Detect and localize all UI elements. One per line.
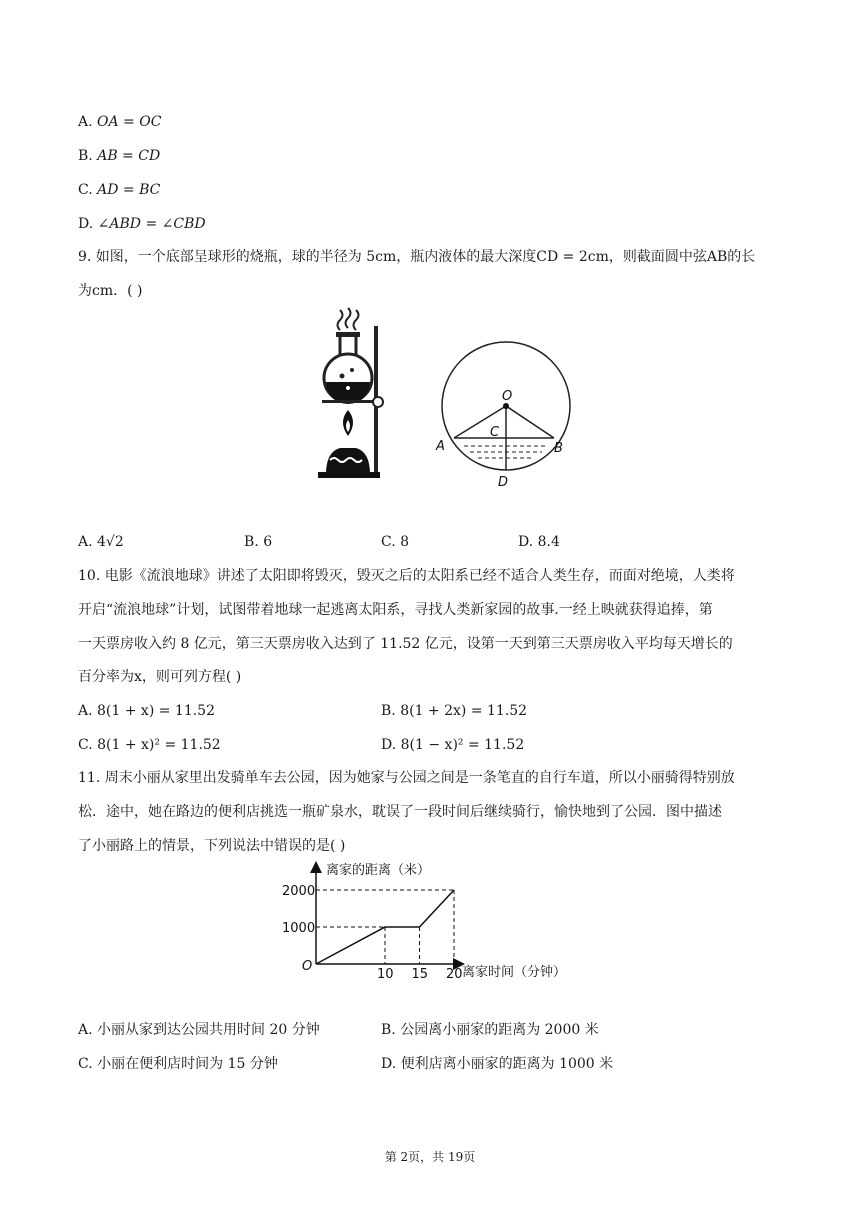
option-text: 小丽从家到达公园共用时间 20 分钟 (97, 1022, 320, 1038)
option-text: ∠ABD = ∠CBD (97, 216, 206, 232)
vapor-line (346, 308, 351, 328)
option-text: 8.4 (537, 534, 560, 550)
x-axis-label: 离家时间（分钟） (462, 965, 567, 980)
q11-stem-line-3: 了小丽路上的情景，下列说法中错误的是( ) (78, 838, 346, 854)
flask-figure (296, 304, 396, 490)
x-tick-label: 15 (411, 967, 429, 982)
y-tick-label: 1000 (282, 921, 316, 936)
q10-stem-line-3: 一天票房收入约 8 亿元，第三天票房收入达到了 11.52 亿元，设第一天到第三天票房收入平均每天增长的 (78, 636, 733, 652)
option-text: 8(1 + x) = 11.52 (97, 703, 215, 719)
q11-stem-line-1: 11. 周末小丽从家里出发骑单车去公园，因为她家与公园之间是一条笔直的自行车道，所以小丽骑得特别放 (78, 770, 735, 786)
option-label: A. (78, 703, 93, 719)
y-axis-label: 离家的距离（米） (326, 863, 431, 878)
q11-option-b (381, 1020, 599, 1040)
q9-stem-line-2: 为cm．( ) (78, 283, 143, 299)
option-label: B. (78, 148, 93, 164)
q10-option-a (78, 701, 215, 721)
distance-time-chart (276, 856, 596, 986)
option-label: B. (381, 1022, 396, 1038)
label-o: O (502, 389, 513, 404)
option-label: B. (244, 534, 259, 550)
option-text: 小丽在便利店时间为 15 分钟 (97, 1056, 278, 1072)
bubble (346, 386, 350, 390)
option-text: 6 (263, 534, 273, 550)
option-text: 8(1 + x)² = 11.52 (97, 737, 221, 753)
clamp-knob (373, 397, 383, 407)
option-text: 8(1 + 2x) = 11.52 (400, 703, 528, 719)
option-label: C. (381, 534, 396, 550)
origin-label: O (302, 959, 313, 974)
option-label: D. (381, 737, 397, 753)
option-label: C. (78, 737, 93, 753)
option-text: 公园离小丽家的距离为 2000 米 (400, 1022, 599, 1038)
y-tick-label: 2000 (282, 884, 316, 899)
q11-option-d (381, 1054, 613, 1074)
q10-stem-line-2: 开启“流浪地球”计划，试图带着地球一起逃离太阳系，寻找人类新家园的故事.一经上映就获得追捧，第 (78, 602, 713, 618)
q11-option-c (78, 1054, 278, 1074)
option-text: 8(1 − x)² = 11.52 (400, 737, 525, 753)
q11-option-a (78, 1020, 320, 1040)
option-label: D. (518, 534, 534, 550)
option-text: 4√2 (97, 534, 124, 550)
q10-option-b (381, 701, 527, 721)
q9-stem-line-1: 9. 如图，一个底部呈球形的烧瓶，球的半径为 5cm，瓶内液体的最大深度CD = 2cm，则截面圆中弦AB的长 (78, 249, 756, 265)
q10-option-c (78, 735, 221, 755)
option-label: C. (78, 1056, 93, 1072)
x-tick-label: 10 (377, 967, 394, 982)
radius-ob (506, 406, 554, 438)
option-label: B. (381, 703, 396, 719)
option-label: A. (78, 534, 93, 550)
vapor-line (338, 310, 343, 330)
bubble (350, 368, 354, 372)
option-label: C. (78, 182, 93, 198)
option-text: AD = BC (97, 182, 161, 198)
q8-option-b (78, 146, 160, 166)
ring-holder (322, 400, 378, 403)
series-line (316, 890, 454, 964)
option-text: 便利店离小丽家的距离为 1000 米 (400, 1056, 614, 1072)
page-footer: 第 2页，共 19页 (384, 1150, 476, 1164)
q9-option-c (381, 532, 409, 552)
q10-stem-line-1: 10. 电影《流浪地球》讲述了太阳即将毁灭，毁灭之后的太阳系已经不适合人类生存，而面对绝境，人类将 (78, 568, 735, 584)
label-b: B (554, 441, 563, 456)
label-d: D (498, 475, 509, 490)
q8-option-a (78, 112, 161, 132)
bubble (340, 374, 345, 379)
burner-base (318, 472, 380, 478)
q8-option-d (78, 214, 206, 234)
flask-rim (336, 332, 360, 337)
q9-option-a (78, 532, 124, 552)
q10-option-d (381, 735, 524, 755)
vapor-line (354, 310, 359, 330)
label-c: C (490, 425, 500, 440)
q10-stem-line-4: 百分率为x，则可列方程( ) (78, 669, 242, 685)
burner (326, 448, 370, 474)
q11-stem-line-2: 松．途中，她在路边的便利店挑选一瓶矿泉水，耽误了一段时间后继续骑行，愉快地到了公园．图中描述 (78, 804, 722, 820)
option-text: OA = OC (97, 114, 162, 130)
q9-option-d (518, 532, 560, 552)
option-label: A. (78, 114, 93, 130)
x-tick-label: 20 (446, 967, 463, 982)
q8-option-c (78, 180, 160, 200)
q9-option-b (244, 532, 272, 552)
option-label: A. (78, 1022, 93, 1038)
circle-section-figure (432, 318, 582, 494)
option-label: D. (381, 1056, 397, 1072)
option-label: D. (78, 216, 94, 232)
option-text: 8 (400, 534, 410, 550)
option-text: AB = CD (97, 148, 161, 164)
label-a: A (436, 439, 445, 454)
